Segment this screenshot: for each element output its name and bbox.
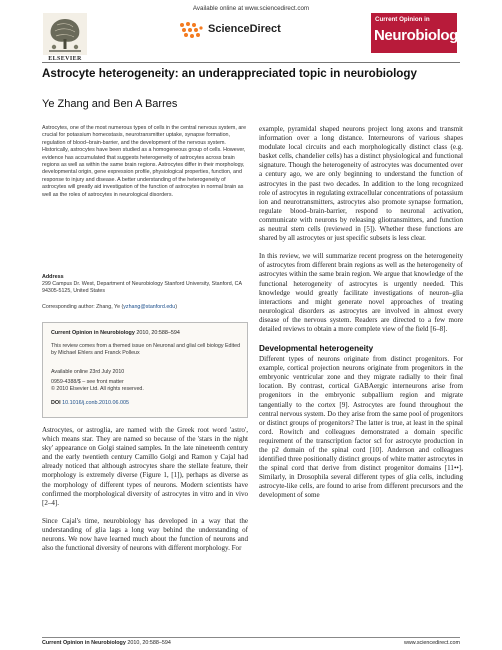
article-title: Astrocyte heterogeneity: an underappreciated topic in neurobiology — [42, 67, 417, 80]
available-online-note: Available online at www.sciencedirect.com — [192, 5, 310, 12]
sciencedirect-logo-icon — [176, 19, 206, 43]
body-paragraph: Astrocytes, or astroglia, are named with the Greek root word 'astro', which means star. They are named so because of the 'stars in the night sky' appearance on Golgi stained samples. In the late nineteenth century and the early twentieth century Camillo Golgi and Ramon y Cajal had already noticed that although astrocytes share the stellate feature, their morphology is extremely diverse (Figure 1, [1]), perhaps as diverse as the morphology of different types of neurons. Modern scientists have confirmed the morphological diversity of astrocytes in vitro and in vivo [2–4]. — [42, 426, 248, 507]
body-right-column — [259, 125, 463, 510]
info-doi-label: DOI — [51, 400, 61, 406]
info-doi — [51, 400, 129, 406]
corresponding-email-link[interactable]: yzhang@stanford.edu — [123, 304, 176, 310]
address-label: Address — [42, 274, 64, 280]
info-issn-line: 0959-4388/$ – see front matter — [51, 379, 124, 385]
body-left-column — [42, 426, 248, 562]
footer-rule — [42, 637, 460, 638]
section-heading: Developmental heterogeneity — [259, 344, 374, 354]
body-paragraph: In this review, we will summarize recent progress on the heterogeneity of astrocytes from different brain regions as well as the heterogeneity of astrocytes within the same brain region. We argue that knowledge of the functional heterogeneity of astrocytes is urgently needed. This knowledge would greatly facilitate investigations of neuron–glia interactions and might generate novel approaches of treating neurological disorders as astrocytes are involved in almost every disease of the nervous system. Readers are directed to a few more detailed reviews to obtain a more complete view of the field [6–8]. — [259, 252, 463, 333]
address-text: 299 Campus Dr. West, Department of Neurobiology Stanford University, Stanford, CA 94305-5125, United States — [42, 281, 242, 295]
footer-url-link[interactable]: www.sciencedirect.com — [403, 640, 460, 646]
info-issn — [51, 379, 144, 393]
journal-banner — [371, 13, 466, 53]
body-paragraph: example, pyramidal shaped neurons project long axons and transmit information over a long distance. Interneurons of various shapes modulate local circuits and each morphologically distinct class (e.g. basket cells, chandelier cells) has a distinct physiological and functional signature. Though the heterogeneity of astrocytes was documented over a century ago, we are only beginning to understand the function of astrocytes in the past two decades. In addition to the long recognized role of astrocytes in regulating extracellular concentrations of potassium ion and neurotransmitters, astrocytes also promote synapse formation, regulate blood–brain-barrier, respond to neuronal activation, communicate with neurons by releasing gliotransmitters, and function as neutral stem cells (reviewed in [5]). Whether these functions are shared by all astrocytes or just specific subsets is less clear. — [259, 125, 463, 243]
info-journal-ref: 2010, 20:588–594 — [136, 330, 180, 336]
corresponding-suffix: ) — [175, 304, 177, 310]
info-journal-name: Current Opinion in Neurobiology — [51, 330, 135, 336]
info-copyright-line: © 2010 Elsevier Ltd. All rights reserved. — [51, 386, 144, 393]
info-journal — [51, 330, 180, 336]
body-paragraph: Since Cajal's time, neurobiology has developed in a way that the understanding of glia lags a long way behind the understanding of neurons. We now have learned much about the function of neurons and also the functional diversity of neurons with different morphology. For — [42, 516, 248, 553]
footer-journal-name: Current Opinion in Neurobiology — [42, 640, 126, 646]
footer-journal-ref: 2010, 20:588–594 — [127, 640, 171, 646]
journal-name: Neurobiology — [374, 27, 466, 44]
abstract: Astrocytes, one of the most numerous types of cells in the central nervous system, are crucial for potassium homeostasis, neurotransmitter uptake, synapse formation, regulation of blood–brain-barrier, and the development of the nervous system. Historically, astrocytes have been studied as a homogeneous group of cells. However, evidence has accumulated that suggests heterogeneity of astrocytes across brain regions as well as within the same brain regions. Astrocytes differ in their morphology, developmental origin, gene expression profile, physiological properties, function, and response to injury and disease. A better understanding of the heterogeneity of astrocytes will greatly aid investigation of the function of astrocytes in normal brain as well as the roles of astrocytes in neurological disorders. — [42, 125, 247, 198]
info-doi-link[interactable]: 10.1016/j.conb.2010.06.005 — [62, 400, 129, 406]
article-info-box — [42, 322, 248, 418]
body-paragraph: Different types of neurons originate from distinct progenitors. For example, cortical projection neurons originate from progenitors in the embryonic ventricular zone and they migrate radially to their final location. By contrast, cortical GABAergic interneurons arise from progenitors in the embryonic subpallium region and migrate tangentially to the cortex [9]. Astrocytes are found throughout the central nervous system. Do they arise from the same pool of progenitors or distinct groups of progenitors? The latter is true, at least in the spinal cord. Rowitch and colleagues demonstrated a domain specific requirement of the transcription factor scl for astrocyte production in the p2 domain of the spinal cord [10]. Anderson and colleagues identified three positionally distinct groups of white matter astrocytes in the spinal cord that derive from distinct progenitor domains [11••]. Similarly, in Drosophila several different types of glia cells, including astrocyte-like cells, are found to arise from different precursors and the development of some — [259, 355, 463, 500]
publisher-name: ELSEVIER — [48, 56, 82, 62]
elsevier-tree-logo — [43, 13, 87, 55]
header-rule — [42, 62, 460, 63]
info-themed-issue: This review comes from a themed issue on Neuronal and glial cell biology Edited by Michael Ehlers and Franck Polleux — [51, 343, 241, 357]
journal-prefix: Current Opinion in — [375, 16, 430, 23]
footer-journal — [42, 640, 171, 646]
article-authors: Ye Zhang and Ben A Barres — [42, 98, 178, 110]
info-available-online: Available online 23rd July 2010 — [51, 369, 125, 375]
sciencedirect-wordmark: ScienceDirect — [208, 23, 281, 35]
corresponding-author — [42, 304, 248, 310]
corresponding-prefix: Corresponding author: Zhang, Ye ( — [42, 304, 124, 310]
